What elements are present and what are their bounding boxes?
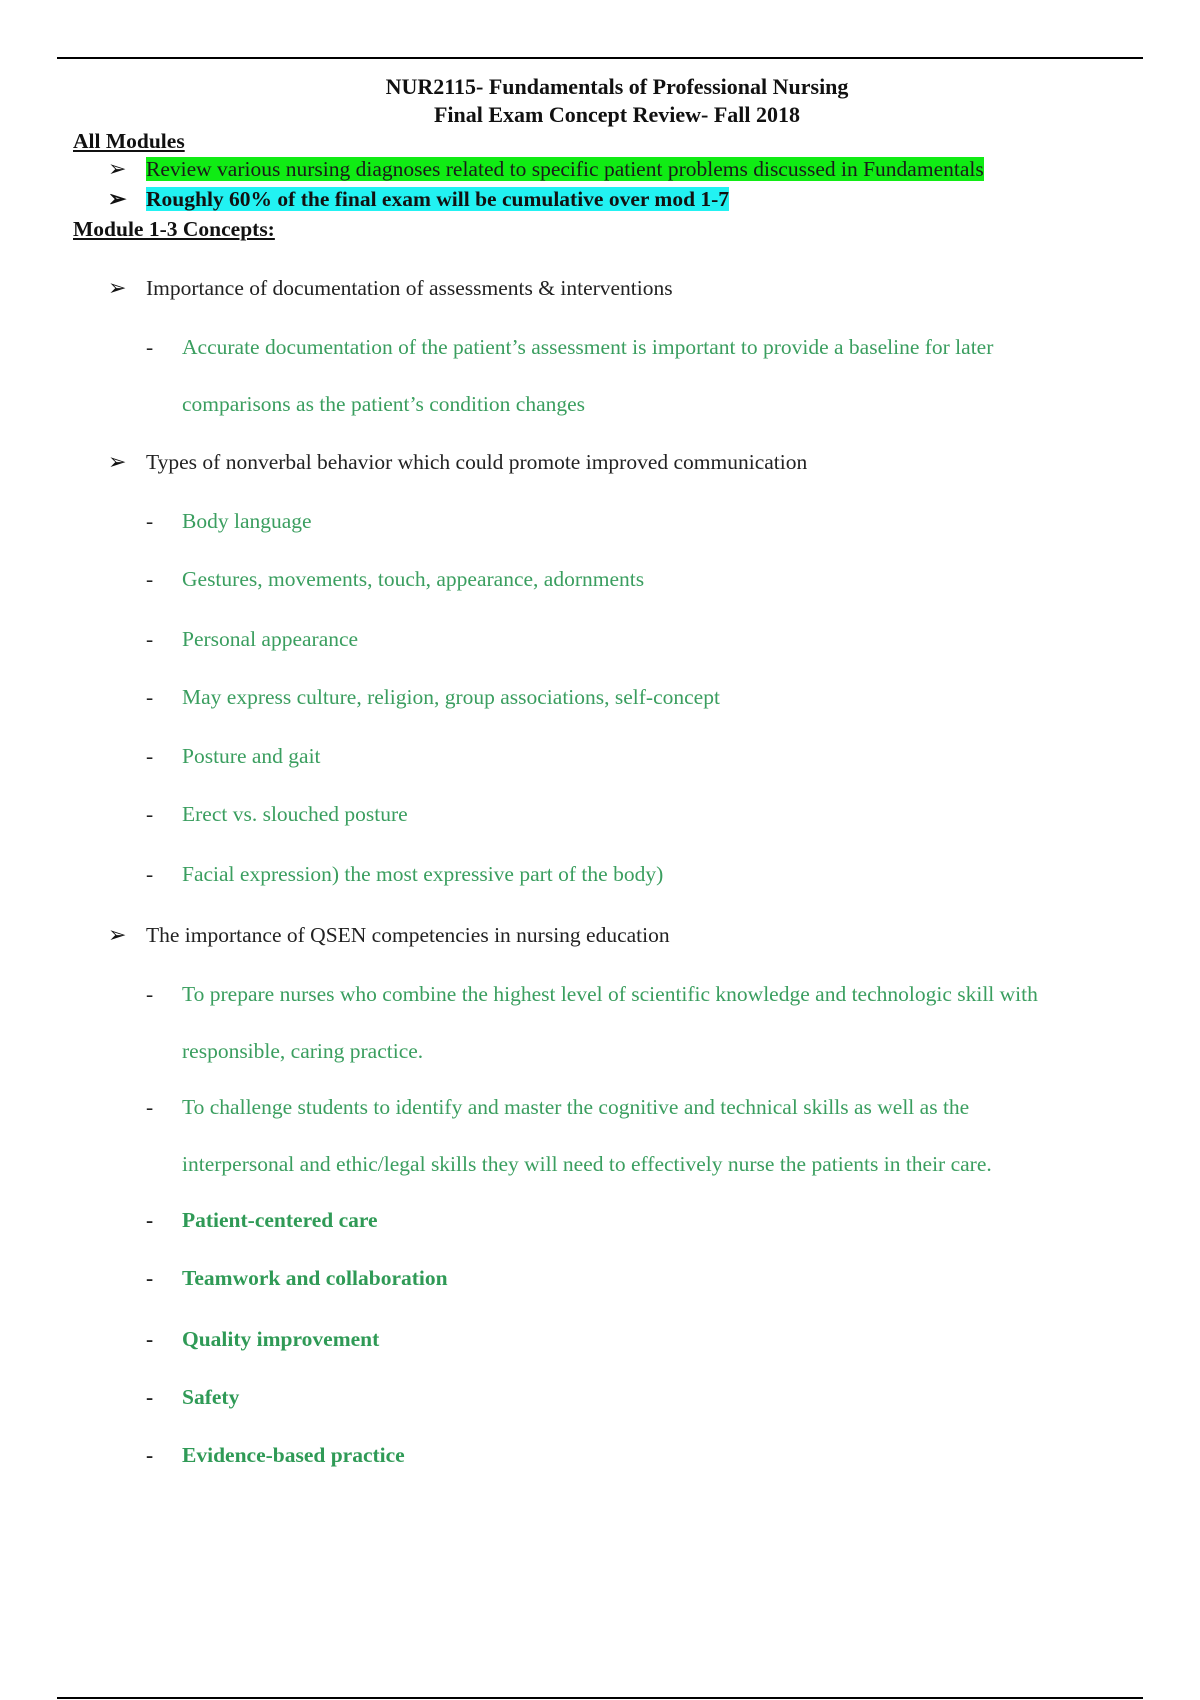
point-continuation: comparisons as the patient’s condition changes (182, 392, 586, 416)
competency-text: Patient-centered care (182, 1208, 378, 1232)
topic-title: Importance of documentation of assessments & interventions (146, 276, 673, 300)
topic-title: The importance of QSEN competencies in nursing education (146, 923, 670, 947)
competency-item (146, 1208, 378, 1233)
document-title: NUR2115- Fundamentals of Professional Nursing (385, 74, 849, 99)
point-text: Posture and gait (182, 744, 321, 768)
topic-item (108, 275, 673, 301)
module-1-3-heading: Module 1-3 Concepts: (73, 217, 275, 241)
highlighted-text: Review various nursing diagnoses related to specific patient problems discussed in Fundamentals (146, 157, 984, 181)
point-text: Personal appearance (182, 627, 359, 651)
list-item (146, 802, 408, 827)
arrow-bullet-icon: ➢ (108, 449, 127, 474)
list-item (146, 567, 644, 592)
list-item (146, 627, 358, 652)
top-rule (57, 57, 1143, 59)
dash-bullet: - (146, 1385, 154, 1409)
dash-bullet: - (146, 862, 154, 886)
list-item (146, 982, 1038, 1007)
list-item (146, 335, 993, 360)
point-text: Erect vs. slouched posture (182, 802, 408, 826)
point-text: May express culture, religion, group associations, self-concept (182, 685, 720, 709)
all-modules-heading: All Modules (73, 129, 185, 153)
list-item (146, 744, 321, 769)
point-text: To prepare nurses who combine the highest level of scientific knowledge and technologic skill with (182, 982, 1038, 1006)
point-text: Gestures, movements, touch, appearance, adornments (182, 567, 645, 591)
competency-text: Safety (182, 1385, 240, 1409)
topic-item (108, 449, 807, 475)
topic-item (108, 922, 670, 948)
dash-bullet: - (146, 802, 154, 826)
all-modules-item (108, 156, 984, 182)
dash-bullet: - (146, 509, 154, 533)
dash-bullet: - (146, 1327, 154, 1351)
point-text: Facial expression) the most expressive part of the body) (182, 862, 664, 886)
dash-bullet: - (146, 1208, 154, 1232)
arrow-bullet-icon: ➢ (108, 922, 127, 947)
arrow-bullet-icon: ➢ (108, 186, 127, 211)
dash-bullet: - (146, 982, 154, 1006)
dash-bullet: - (146, 1266, 154, 1290)
point-text: Body language (182, 509, 312, 533)
list-item (146, 509, 312, 534)
list-item (146, 685, 720, 710)
competency-text: Evidence-based practice (182, 1443, 405, 1467)
competency-text: Quality improvement (182, 1327, 380, 1351)
competency-item (146, 1327, 379, 1352)
dash-bullet: - (146, 1095, 154, 1119)
competency-item (146, 1385, 239, 1410)
arrow-bullet-icon: ➢ (108, 275, 127, 300)
dash-bullet: - (146, 627, 154, 651)
dash-bullet: - (146, 567, 154, 591)
dash-bullet: - (146, 685, 154, 709)
point-text: Accurate documentation of the patient’s assessment is important to provide a baseline for later (182, 335, 994, 359)
all-modules-item (108, 186, 729, 212)
arrow-bullet-icon: ➢ (108, 156, 127, 181)
dash-bullet: - (146, 335, 154, 359)
dash-bullet: - (146, 744, 154, 768)
document-subtitle: Final Exam Concept Review- Fall 2018 (433, 102, 801, 127)
bottom-rule (57, 1697, 1143, 1699)
point-continuation: interpersonal and ethic/legal skills they will need to effectively nurse the patients in their care. (182, 1152, 992, 1176)
point-continuation: responsible, caring practice. (182, 1039, 424, 1063)
list-item (146, 862, 663, 887)
competency-item (146, 1443, 405, 1468)
dash-bullet: - (146, 1443, 154, 1467)
competency-item (146, 1266, 448, 1291)
competency-text: Teamwork and collaboration (182, 1266, 448, 1290)
list-item (146, 1095, 969, 1120)
highlighted-text: Roughly 60% of the final exam will be cumulative over mod 1-7 (146, 187, 730, 211)
point-text: To challenge students to identify and master the cognitive and technical skills as well as the (182, 1095, 970, 1119)
topic-title: Types of nonverbal behavior which could promote improved communication (146, 450, 808, 474)
